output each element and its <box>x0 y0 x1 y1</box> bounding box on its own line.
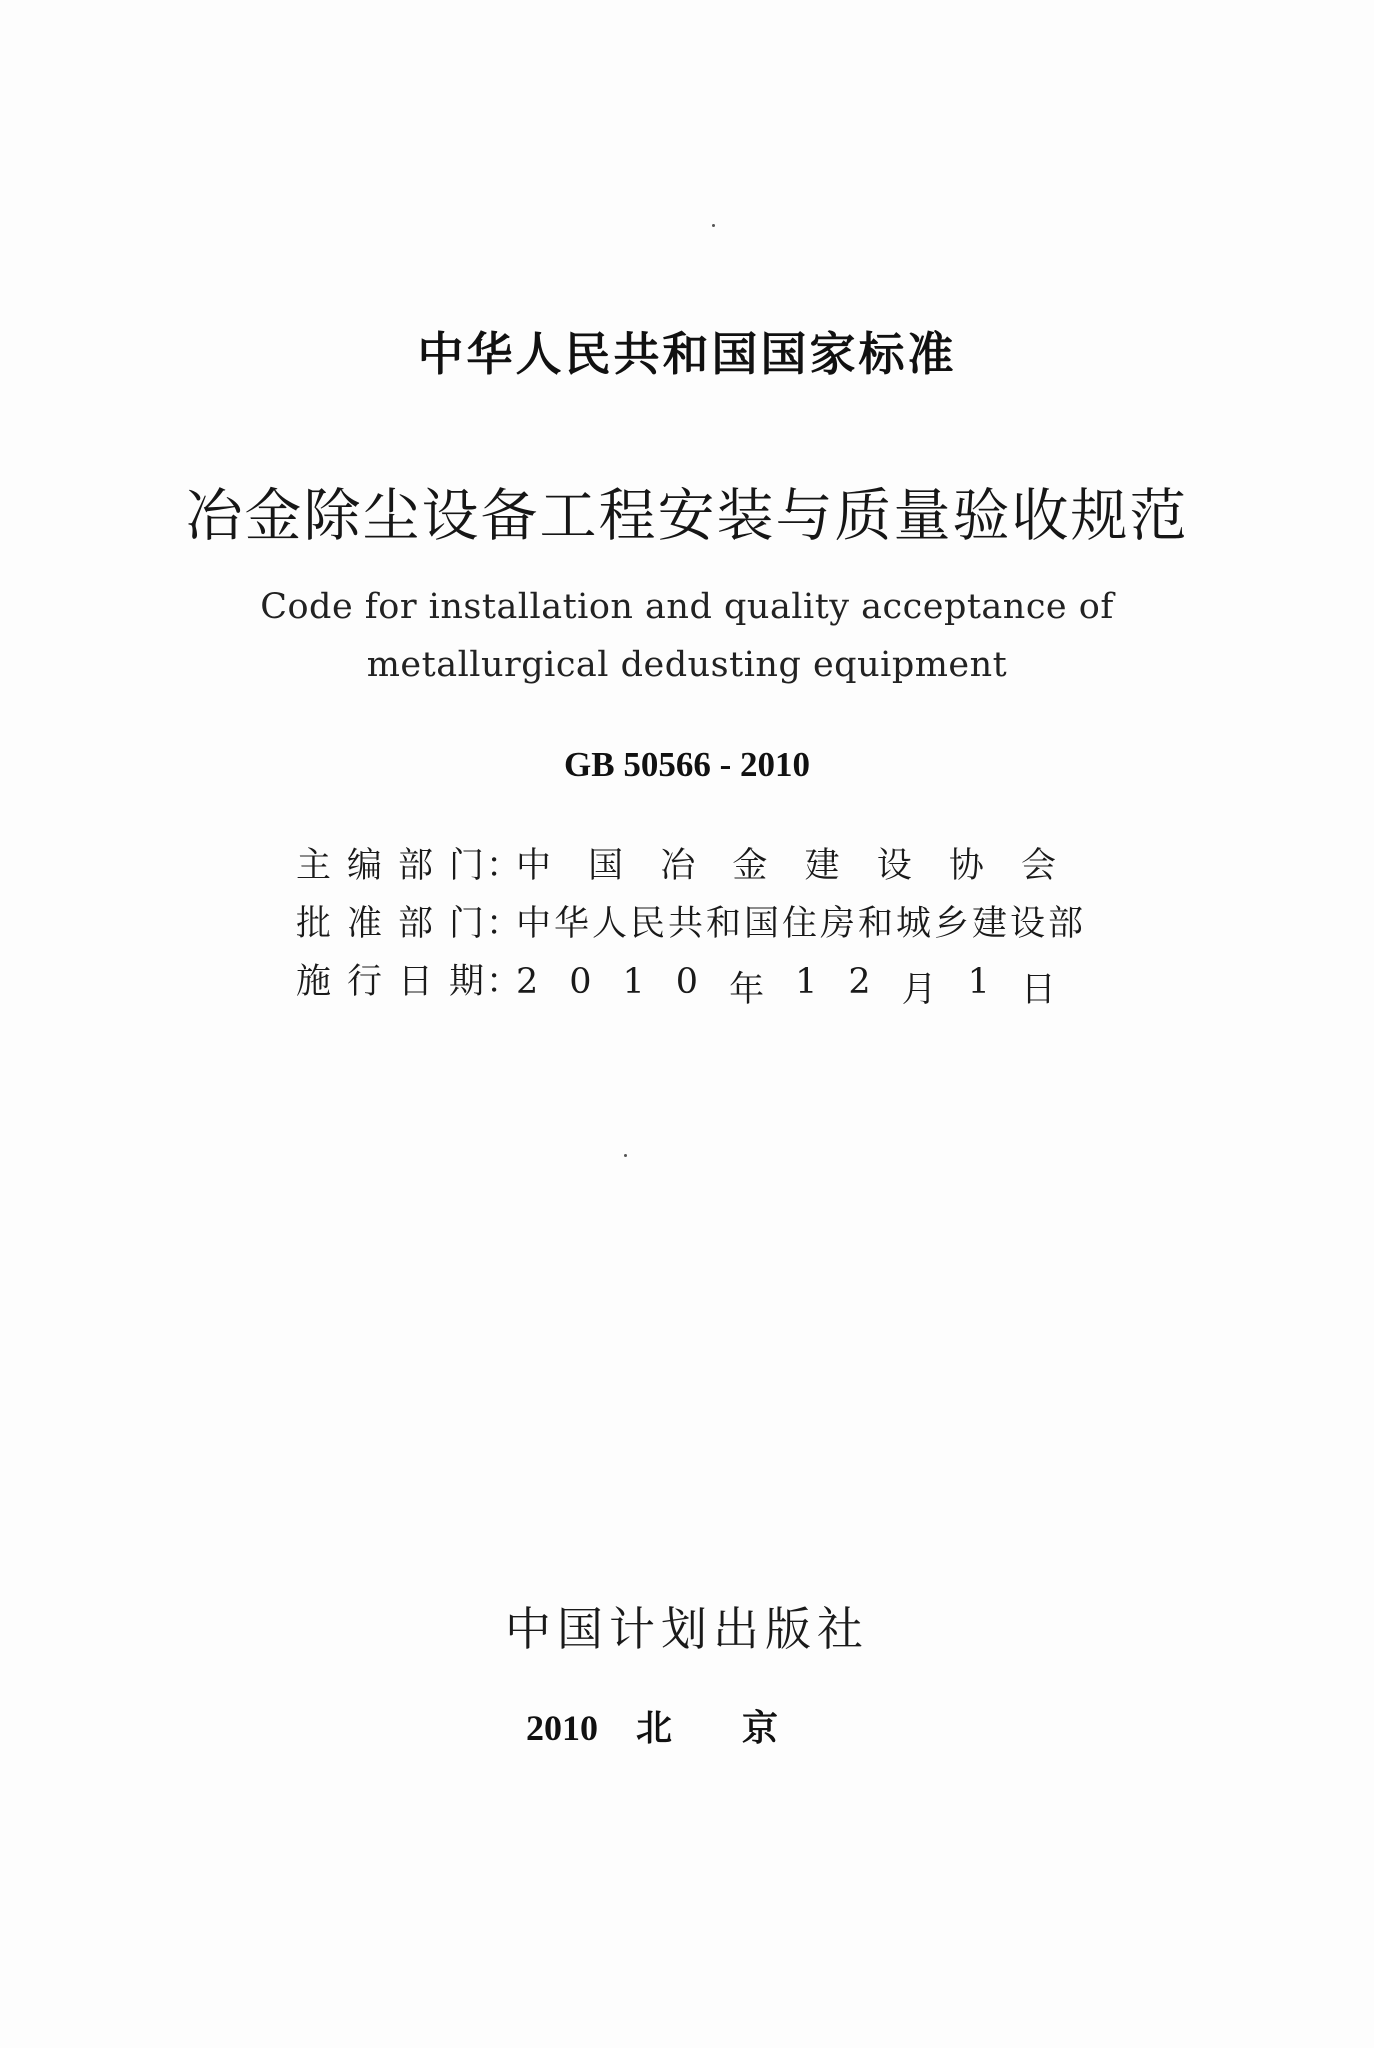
editor-row <box>296 838 1056 896</box>
date-char: 2 <box>848 962 871 1002</box>
scan-speck <box>712 224 715 227</box>
approver-colon: ： <box>486 904 522 944</box>
editor-char: 中 <box>516 846 552 886</box>
editor-char: 会 <box>1020 846 1056 886</box>
editor-char: 设 <box>876 846 912 886</box>
effective-date-label: 施行日期 <box>296 962 486 1002</box>
editor-char: 冶 <box>660 846 696 886</box>
date-char: 2 <box>516 962 539 1002</box>
editor-char: 协 <box>948 846 984 886</box>
date-char: 1 <box>622 962 645 1002</box>
effective-date-colon: ： <box>486 962 522 1002</box>
editor-label: 主编部门 <box>296 846 486 886</box>
date-char: 月 <box>901 970 937 1010</box>
meta-block <box>296 838 1087 1012</box>
standard-code: GB 50566 - 2010 <box>564 745 810 784</box>
editor-char: 国 <box>588 846 624 886</box>
editor-char: 金 <box>732 846 768 886</box>
publication-city: 北京 <box>635 1707 848 1749</box>
approver-label: 批准部门 <box>296 904 486 944</box>
publication-year: 2010 <box>525 1708 598 1748</box>
editor-value <box>516 838 1056 888</box>
date-char: 1 <box>967 962 990 1002</box>
date-char: 日 <box>1020 970 1056 1010</box>
english-title-line-2: metallurgical dedusting equipment <box>366 645 1008 685</box>
approver-value: 中华人民共和国住房和城乡建设部 <box>516 904 1087 944</box>
editor-char: 建 <box>804 846 840 886</box>
publisher-name: 中国计划出版社 <box>505 1602 869 1656</box>
date-char: 年 <box>729 970 765 1010</box>
effective-date-row <box>296 954 1056 1012</box>
scan-speck <box>624 1154 627 1157</box>
editor-colon: ： <box>486 846 522 886</box>
standard-type-heading: 中华人民共和国国家标准 <box>417 327 957 381</box>
date-char: 1 <box>795 962 818 1002</box>
approver-row <box>296 896 1087 954</box>
date-char: 0 <box>569 962 592 1002</box>
publication-place <box>0 1700 1374 1751</box>
date-char: 0 <box>675 962 699 1002</box>
chinese-title: 冶金除尘设备工程安装与质量验收规范 <box>185 483 1189 549</box>
english-title-line-1: Code for installation and quality acceptance of <box>260 587 1114 627</box>
effective-date-value <box>516 962 1056 1012</box>
